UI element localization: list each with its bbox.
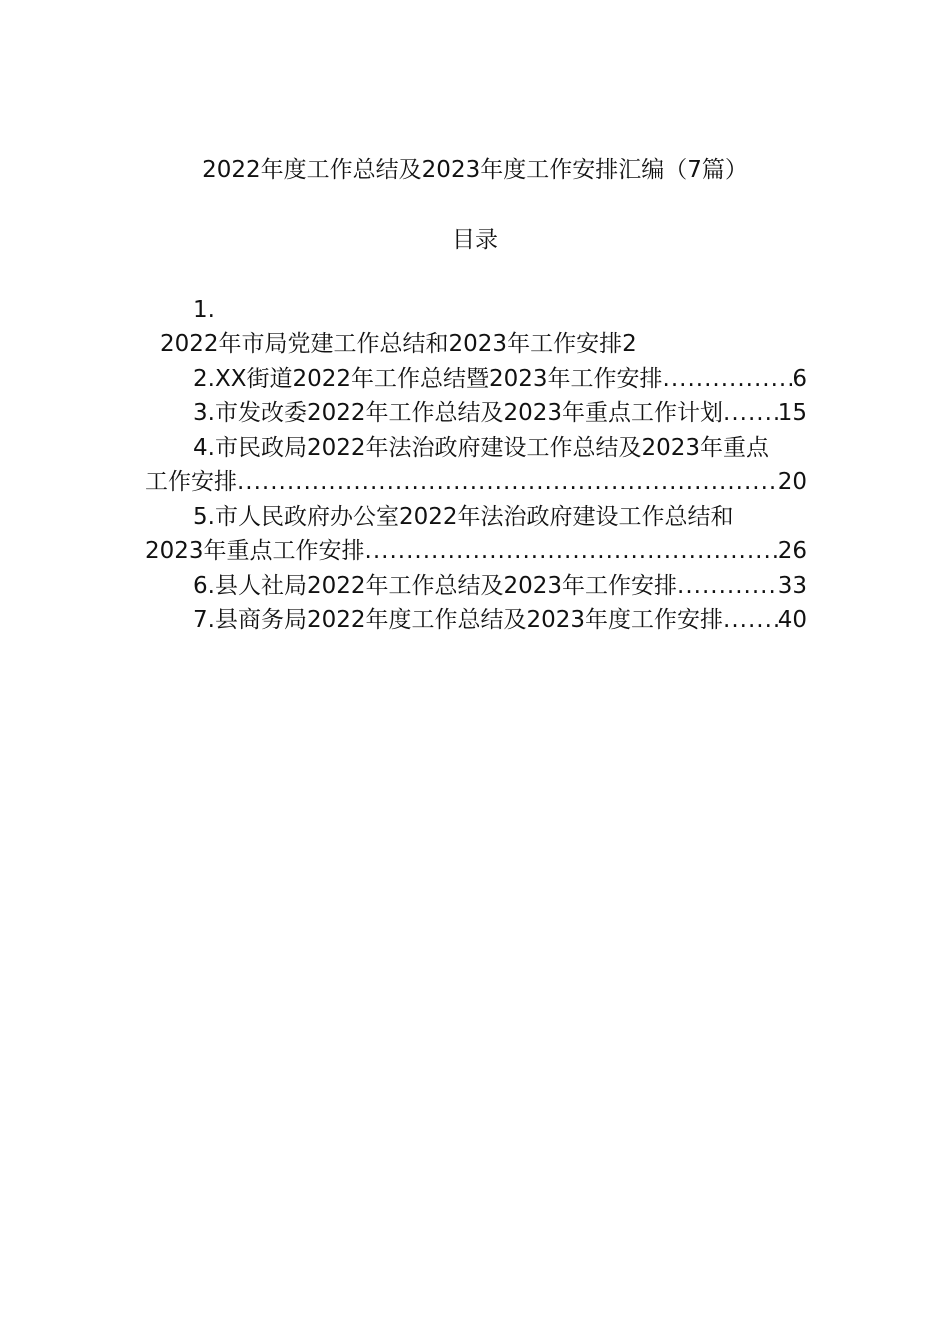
toc-entry-4-leader [237, 465, 778, 499]
toc-entry-2-number: 2. [193, 366, 215, 392]
toc-entry-4-line2[interactable] [145, 465, 807, 499]
toc-entry-6-title: 县人社局2022年工作总结及2023年工作安排 [214, 573, 678, 599]
toc-entry-6-page: 33 [777, 573, 807, 599]
toc-heading: 目录 [452, 227, 498, 253]
toc-entry-2-leader [663, 362, 793, 396]
toc-entry-1-page: 2 [622, 331, 637, 357]
toc-entry-5-title-line1: 市人民政府办公室2022年法治政府建设工作总结和 [214, 504, 734, 530]
toc-entry-2-page: 6 [792, 366, 807, 392]
toc-entry-4-line1[interactable] [193, 431, 769, 465]
toc-entry-6-number: 6. [193, 573, 215, 599]
toc-entry-6[interactable] [193, 569, 807, 603]
toc-entry-7-page: 40 [777, 607, 807, 633]
toc-entry-4-number: 4. [193, 435, 215, 461]
toc-entry-7-title: 县商务局2022年度工作总结及2023年度工作安排 [214, 607, 724, 633]
toc-entry-1[interactable] [160, 327, 637, 361]
toc-entry-2-title: XX街道2022年工作总结暨2023年工作安排 [214, 366, 663, 392]
toc-entry-3-number: 3. [193, 400, 215, 426]
toc-entry-3-page: 15 [777, 400, 807, 426]
toc-entry-2[interactable] [193, 362, 807, 396]
toc-entry-5-line1[interactable] [193, 500, 734, 534]
toc-entry-3-leader [723, 396, 778, 430]
toc-entry-4-title-line1: 市民政局2022年法治政府建设工作总结及2023年重点 [214, 435, 770, 461]
document-title: 2022年度工作总结及2023年度工作安排汇编（7篇） [202, 157, 748, 183]
toc-entry-4-title-line2: 工作安排 [145, 469, 237, 495]
toc-entry-7[interactable] [193, 603, 807, 637]
toc-entry-3[interactable] [193, 396, 807, 430]
toc-entry-7-leader [723, 603, 778, 637]
toc-entry-5-number: 5. [193, 504, 215, 530]
toc-entry-6-leader [677, 569, 778, 603]
toc-entry-1-title: 2022年市局党建工作总结和2023年工作安排 [160, 331, 623, 357]
toc-entry-4-page: 20 [777, 469, 807, 495]
toc-entry-3-title: 市发改委2022年工作总结及2023年重点工作计划 [214, 400, 724, 426]
toc-entry-5-title-line2: 2023年重点工作安排 [145, 538, 365, 564]
toc-entry-7-number: 7. [193, 607, 215, 633]
toc-entry-5-leader [365, 534, 778, 568]
toc-entry-5-page: 26 [777, 538, 807, 564]
toc-entry-1-number[interactable]: 1. [193, 297, 215, 323]
toc-entry-5-line2[interactable] [145, 534, 807, 568]
